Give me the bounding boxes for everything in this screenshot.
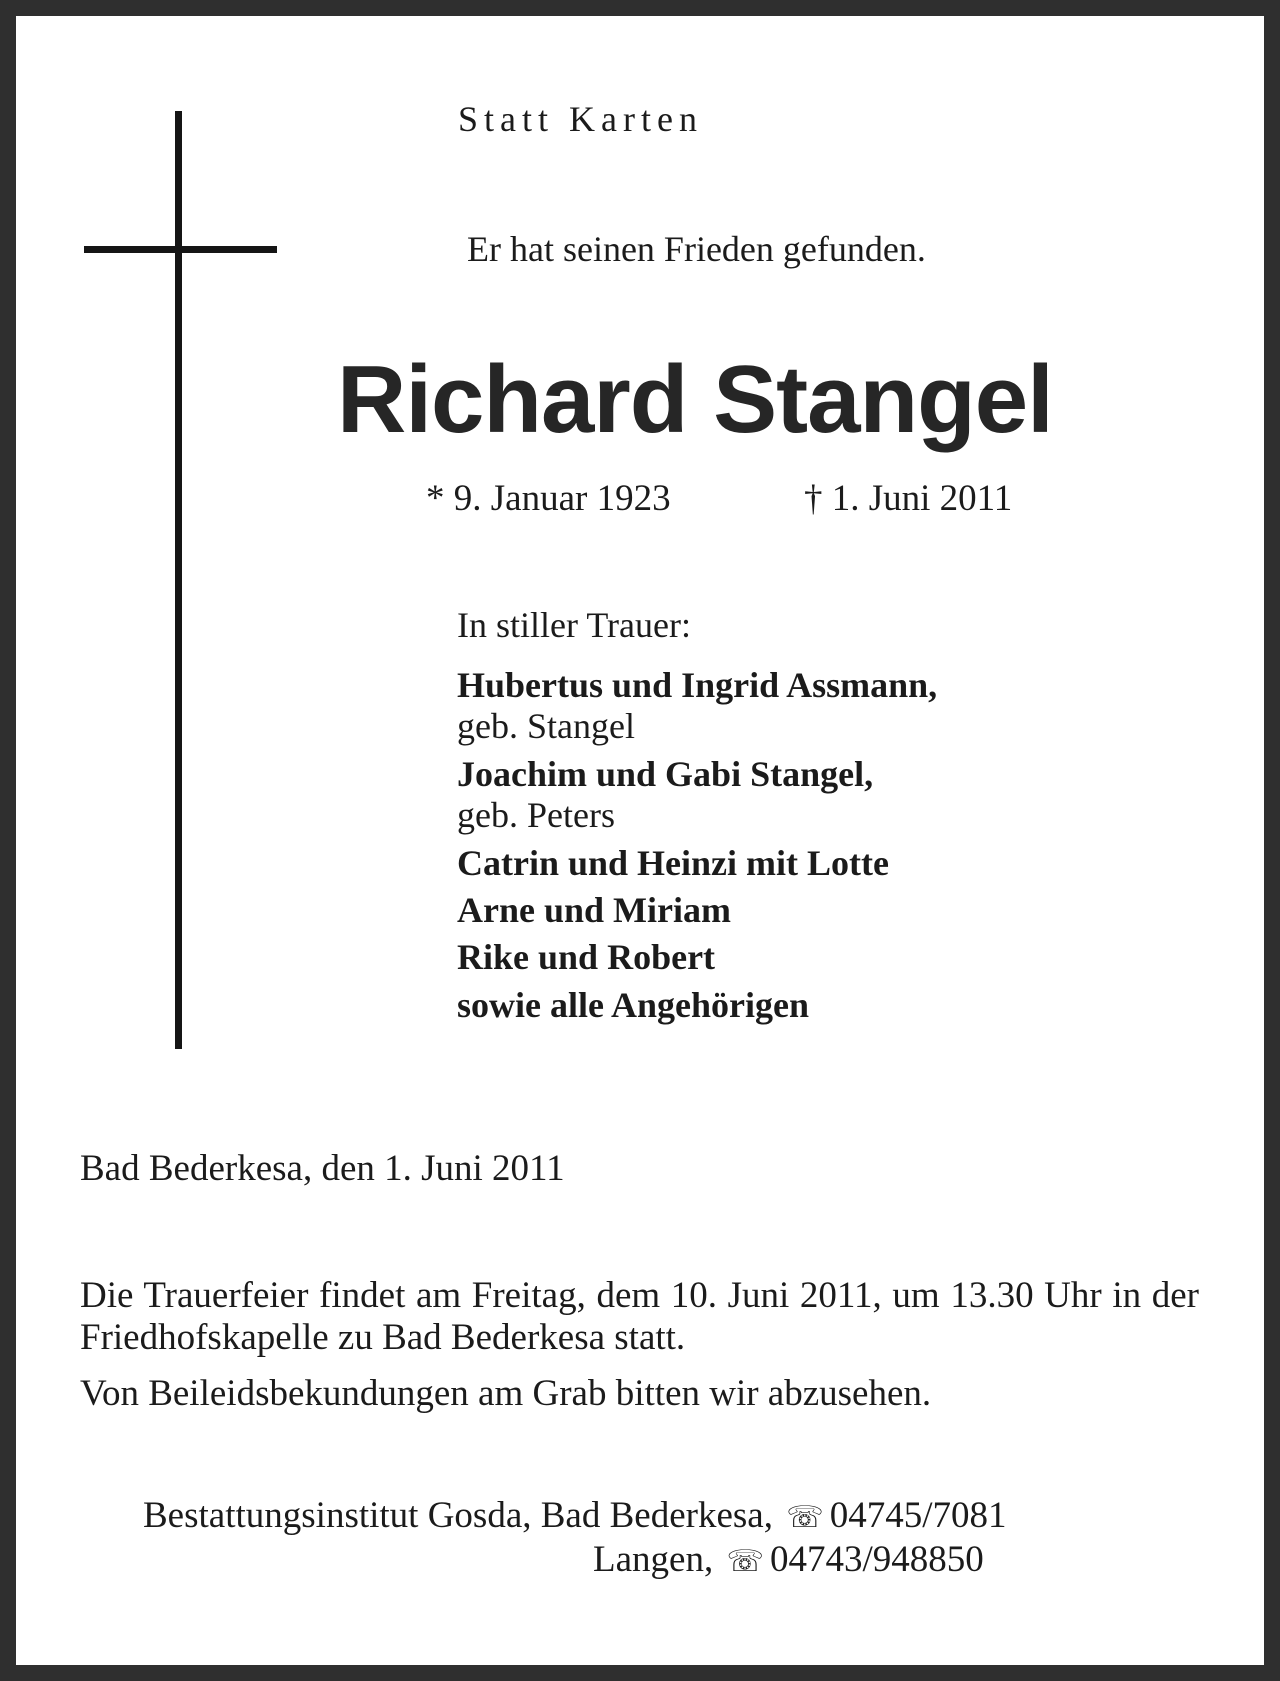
funeral-home-line	[143, 1494, 1007, 1537]
phone-icon: ☏	[726, 1544, 764, 1579]
mourners-list	[457, 665, 937, 1026]
phone-icon: ☏	[786, 1500, 824, 1535]
mourner-name: Arne und Miriam	[457, 889, 731, 930]
mourner-birth-name: geb. Peters	[457, 795, 615, 836]
cross-horizontal-bar	[84, 246, 277, 253]
mourning-intro: In stiller Trauer:	[457, 605, 691, 645]
mourner-birth-name: geb. Stangel	[457, 706, 635, 747]
mourner-name: Catrin und Heinzi mit Lotte	[457, 842, 889, 883]
branch-location: Langen,	[593, 1539, 714, 1580]
funeral-service-text: Die Trauerfeier findet am Freitag, dem 10. Juni 2011, um 13.30 Uhr in der Friedhofskapelle zu Bad Bederkesa statt.	[80, 1275, 1199, 1358]
list-item	[457, 843, 937, 884]
list-item	[457, 985, 937, 1026]
list-item	[457, 890, 937, 931]
funeral-home-name: Bestattungsinstitut Gosda, Bad Bederkesa,	[143, 1495, 773, 1536]
mourner-name: sowie alle Angehörigen	[457, 984, 809, 1025]
place-and-date: Bad Bederkesa, den 1. Juni 2011	[80, 1148, 565, 1189]
list-item	[457, 665, 937, 748]
mourner-name: Rike und Robert	[457, 937, 716, 978]
list-item	[457, 754, 937, 837]
condolence-request-text: Von Beileidsbekundungen am Grab bitten wir abzusehen.	[80, 1373, 932, 1414]
birth-date: * 9. Januar 1923	[426, 478, 671, 519]
phone-number: 04745/7081	[829, 1495, 1007, 1536]
mourner-name: Hubertus und Ingrid Assmann,	[457, 665, 938, 705]
phone-number: 04743/948850	[769, 1539, 984, 1580]
death-date: † 1. Juni 2011	[804, 478, 1013, 519]
funeral-home-branch-line	[593, 1538, 984, 1581]
list-item	[457, 937, 937, 978]
deceased-name: Richard Stangel	[337, 346, 1053, 453]
header-statt-karten: Statt Karten	[458, 99, 703, 139]
epitaph: Er hat seinen Frieden gefunden.	[467, 229, 926, 269]
mourner-name: Joachim und Gabi Stangel,	[457, 753, 874, 794]
